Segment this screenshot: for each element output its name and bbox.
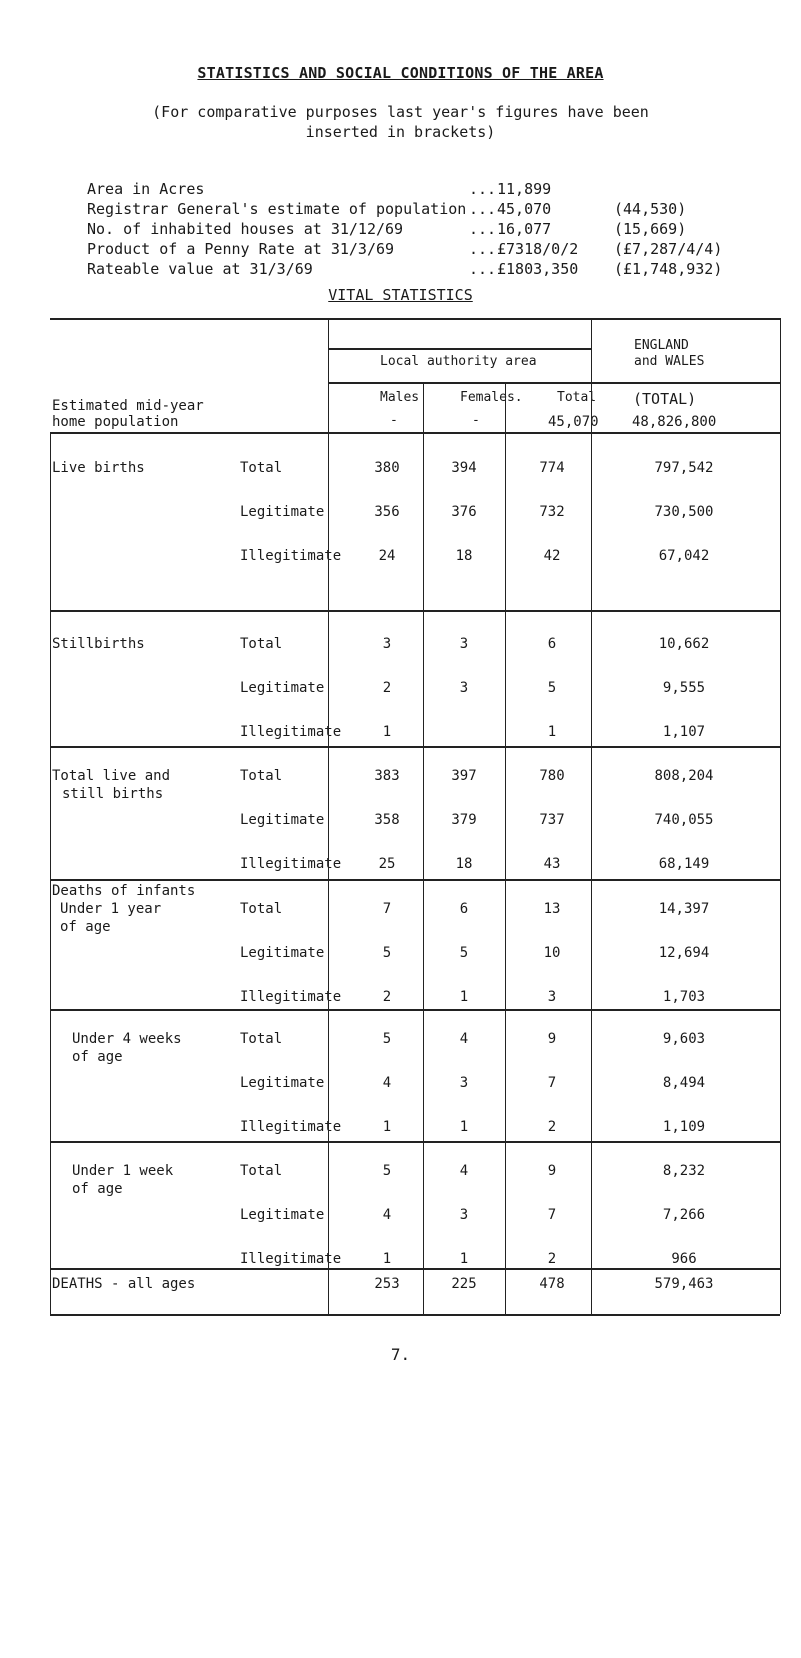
table-rule	[50, 1009, 780, 1011]
cell-value: 9	[547, 1163, 557, 1179]
cell-value: 3	[382, 636, 392, 652]
cell-value: 780	[539, 768, 565, 784]
fact-row	[87, 200, 787, 220]
males-population: -	[390, 413, 398, 428]
cell-value: 24	[378, 548, 396, 564]
males-header: Males	[380, 390, 420, 405]
cell-value: 43	[543, 856, 561, 872]
vital-statistics-table	[50, 318, 780, 1658]
fact-label: Rateable value at 31/3/69	[87, 260, 313, 278]
page-title: STATISTICS AND SOCIAL CONDITIONS OF THE AREA	[197, 64, 604, 82]
row-label: Illegitimate	[240, 548, 342, 564]
fact-value: £7318/0/2	[497, 240, 579, 258]
fact-previous: (£7,287/4/4)	[614, 240, 723, 258]
page-number: 7.	[390, 1345, 411, 1364]
cell-value: 5	[382, 1163, 392, 1179]
fact-row	[87, 220, 787, 240]
cell-value: 797,542	[654, 460, 714, 476]
cell-value: 1	[547, 724, 557, 740]
section-name: Under 1 year	[60, 901, 162, 917]
cell-value: 10	[543, 945, 561, 961]
table-rule	[50, 879, 780, 881]
area-facts	[87, 180, 787, 280]
cell-value: 774	[539, 460, 565, 476]
section-name: of age	[60, 919, 111, 935]
table-rule	[50, 432, 51, 1314]
fact-row	[87, 240, 787, 260]
row-label: Illegitimate	[240, 989, 342, 1005]
cell-value: 1	[459, 1251, 469, 1267]
cell-value: 25	[378, 856, 396, 872]
fact-leader: ...	[469, 240, 497, 258]
fact-previous: (15,669)	[614, 220, 687, 238]
cell-value: 356	[374, 504, 400, 520]
cell-value: 9	[547, 1031, 557, 1047]
row-label: Total	[240, 460, 283, 476]
row-label: Legitimate	[240, 504, 325, 520]
fact-leader: ...	[469, 200, 497, 218]
row-label: Legitimate	[240, 812, 325, 828]
cell-value: 2	[382, 989, 392, 1005]
note-line-1: (For comparative purposes last year's figures have been	[152, 103, 649, 121]
row-label: Illegitimate	[240, 1251, 342, 1267]
cell-value: 1	[382, 1119, 392, 1135]
fact-label: Product of a Penny Rate at 31/3/69	[87, 240, 395, 258]
table-rule	[505, 382, 506, 1314]
cell-value: 12,694	[658, 945, 710, 961]
table-rule	[780, 318, 781, 1314]
cell-value: 7,266	[662, 1207, 706, 1223]
ew-population: 48,826,800	[632, 414, 717, 430]
cell-value: 737	[539, 812, 565, 828]
fact-value: £1803,350	[497, 260, 579, 278]
cell-value: 397	[451, 768, 477, 784]
cell-value: 5	[459, 945, 469, 961]
row-label: Total	[240, 636, 283, 652]
table-rule	[50, 318, 780, 320]
cell-value: 9,555	[662, 680, 706, 696]
table-rule	[50, 1268, 780, 1270]
table-rule	[50, 610, 780, 612]
section-name: Deaths of infants	[52, 883, 196, 899]
cell-value: 42	[543, 548, 561, 564]
fact-label: Registrar General's estimate of population	[87, 200, 467, 218]
row-label: Illegitimate	[240, 856, 342, 872]
cell-value: 6	[547, 636, 557, 652]
cell-value: 1	[382, 1251, 392, 1267]
row-label: Illegitimate	[240, 1119, 342, 1135]
local-authority-header: Local authority area	[380, 354, 537, 369]
cell-value: 8,494	[662, 1075, 706, 1091]
cell-value: 1	[459, 1119, 469, 1135]
cell-value: 1,703	[662, 989, 706, 1005]
cell-value: 18	[455, 856, 473, 872]
cell-value: 6	[459, 901, 469, 917]
cell-value: 808,204	[654, 768, 714, 784]
cell-value: 10,662	[658, 636, 710, 652]
section-name: Under 1 week	[72, 1163, 174, 1179]
cell-value: 8,232	[662, 1163, 706, 1179]
row-label: Total	[240, 768, 283, 784]
section-name: of age	[72, 1181, 123, 1197]
cell-value: 1	[382, 724, 392, 740]
cell-value: 68,149	[658, 856, 710, 872]
cell-value: 1	[459, 989, 469, 1005]
row-label: Total	[240, 1163, 283, 1179]
section-name: Stillbirths	[52, 636, 145, 652]
row-label: Legitimate	[240, 680, 325, 696]
cell-value: 358	[374, 812, 400, 828]
deaths-label: DEATHS - all ages	[52, 1276, 196, 1292]
row-label: Legitimate	[240, 945, 325, 961]
section-name: Total live and	[52, 768, 171, 784]
table-rule	[328, 382, 780, 384]
wales-header: and WALES	[634, 354, 705, 369]
ew-total-header: (TOTAL)	[633, 390, 697, 408]
cell-value: 3	[459, 680, 469, 696]
cell-value: 4	[382, 1207, 392, 1223]
cell-value: 7	[382, 901, 392, 917]
table-rule	[50, 1314, 780, 1316]
cell-value: 5	[382, 1031, 392, 1047]
cell-value: 966	[671, 1251, 697, 1267]
cell-value: 3	[547, 989, 557, 1005]
cell-value: 18	[455, 548, 473, 564]
cell-value: 730,500	[654, 504, 714, 520]
fact-value: 11,899	[497, 180, 552, 198]
total-header: Total	[557, 390, 597, 405]
table-rule	[50, 746, 780, 748]
table-rule	[591, 318, 592, 1314]
row-label: Total	[240, 901, 283, 917]
row-label: Illegitimate	[240, 724, 342, 740]
fact-previous: (£1,748,932)	[614, 260, 723, 278]
vital-statistics-heading: VITAL STATISTICS	[328, 286, 473, 304]
deaths-value: 478	[539, 1276, 565, 1292]
fact-label: No. of inhabited houses at 31/12/69	[87, 220, 404, 238]
table-rule	[50, 1141, 780, 1143]
cell-value: 14,397	[658, 901, 710, 917]
cell-value: 2	[547, 1251, 557, 1267]
fact-leader: ...	[469, 260, 497, 278]
cell-value: 5	[382, 945, 392, 961]
cell-value: 4	[459, 1031, 469, 1047]
cell-value: 2	[382, 680, 392, 696]
section-name: still births	[62, 786, 164, 802]
section-name: Under 4 weeks	[72, 1031, 182, 1047]
cell-value: 7	[547, 1207, 557, 1223]
cell-value: 4	[382, 1075, 392, 1091]
fact-row	[87, 260, 787, 280]
cell-value: 1,107	[662, 724, 706, 740]
table-rule	[50, 432, 780, 434]
cell-value: 13	[543, 901, 561, 917]
cell-value: 2	[547, 1119, 557, 1135]
females-population: -	[472, 413, 480, 428]
fact-row	[87, 180, 787, 200]
total-population: 45,070	[548, 414, 599, 430]
cell-value: 3	[459, 1207, 469, 1223]
cell-value: 383	[374, 768, 400, 784]
table-rule	[328, 348, 591, 350]
cell-value: 1,109	[662, 1119, 706, 1135]
fact-label: Area in Acres	[87, 180, 205, 198]
cell-value: 3	[459, 636, 469, 652]
females-header: Females.	[460, 390, 523, 405]
fact-leader: ...	[469, 180, 497, 198]
table-rule	[328, 318, 329, 1314]
cell-value: 380	[374, 460, 400, 476]
cell-value: 379	[451, 812, 477, 828]
cell-value: 732	[539, 504, 565, 520]
deaths-value: 225	[451, 1276, 477, 1292]
comparison-note	[0, 102, 801, 142]
deaths-value: 253	[374, 1276, 400, 1292]
cell-value: 4	[459, 1163, 469, 1179]
fact-previous: (44,530)	[614, 200, 687, 218]
cell-value: 7	[547, 1075, 557, 1091]
cell-value: 67,042	[658, 548, 710, 564]
cell-value: 5	[547, 680, 557, 696]
england-header: ENGLAND	[634, 338, 689, 353]
cell-value: 394	[451, 460, 477, 476]
row-label: Legitimate	[240, 1207, 325, 1223]
cell-value: 740,055	[654, 812, 714, 828]
note-line-2: inserted in brackets)	[305, 123, 496, 141]
fact-value: 45,070	[497, 200, 552, 218]
row-label: Legitimate	[240, 1075, 325, 1091]
cell-value: 3	[459, 1075, 469, 1091]
cell-value: 376	[451, 504, 477, 520]
deaths-value: 579,463	[654, 1276, 714, 1292]
fact-leader: ...	[469, 220, 497, 238]
row-label: Total	[240, 1031, 283, 1047]
section-name: of age	[72, 1049, 123, 1065]
fact-value: 16,077	[497, 220, 552, 238]
estimate-label-1: Estimated mid-year	[52, 398, 204, 414]
estimate-label-2: home population	[52, 414, 179, 430]
cell-value: 9,603	[662, 1031, 706, 1047]
section-name: Live births	[52, 460, 145, 476]
table-rule	[423, 382, 424, 1314]
